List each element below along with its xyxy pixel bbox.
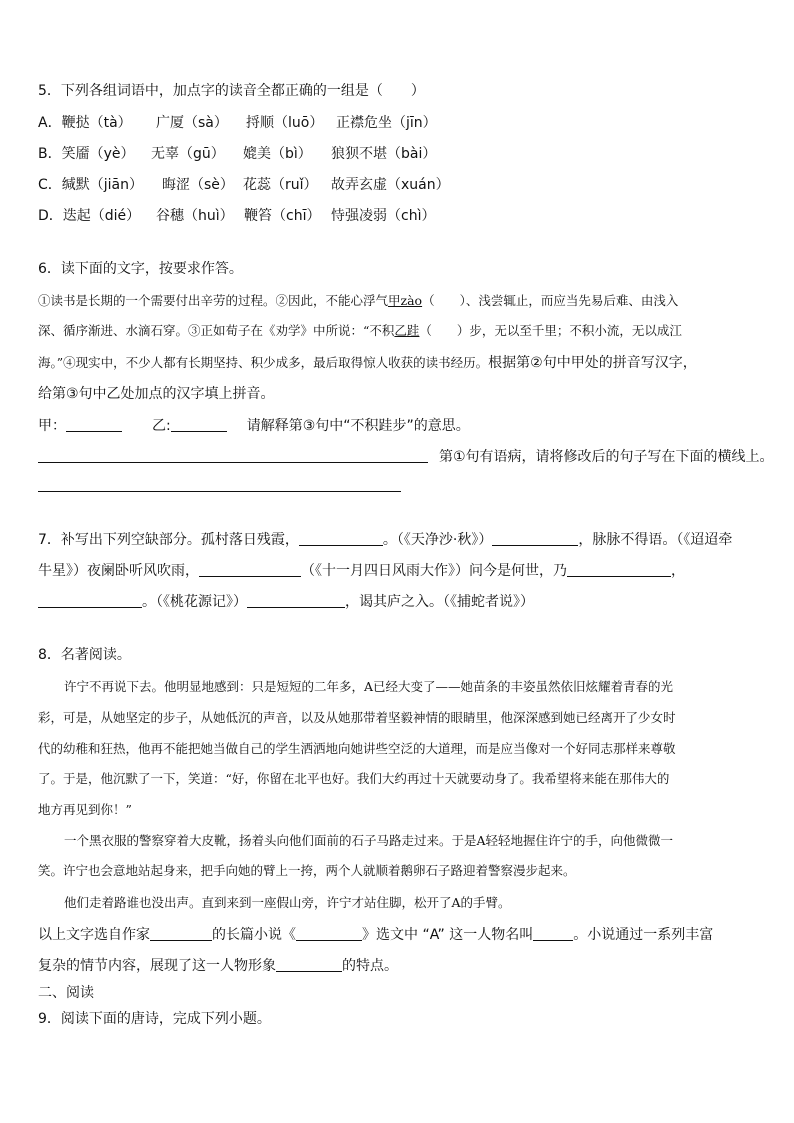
section-2-heading: 二、阅读 [38,985,94,1001]
q7-l3a: 。（《桃花源记》） [142,594,247,610]
q6-p1b: （ ）、浅尝辄止，而应当先易后难、由浅入 [422,293,679,308]
q6-yi-label: 乙: [152,418,171,434]
q8-q2a: 复杂的情节内容，展现了这一人物形象 [38,958,276,974]
q6-jia-label: 甲： [38,418,66,434]
q5-c-word2: 晦涩（sè） [162,177,234,193]
q8-para1-line-4: 了。于是，他沉默了一下，笑道：“好，你留在北平也好。我们大约再过十天就要动身了。我希望将来能在那伟大的 [38,771,670,786]
q5-option-a [38,114,437,132]
q7-l3b: ，谒其庐之入。（《捕蛇者说》） [345,594,534,610]
q5-option-c [38,176,450,194]
q6-explain-prompt: 请解释第③句中“不积跬步”的意思。 [246,418,470,434]
q7-line-3 [38,593,534,611]
q5-stem: 5．下列各组词语中，加点字的读音全都正确的一组是（ ） [38,83,425,99]
q7-blank-4[interactable] [567,562,671,577]
q5-a-word2: 广厦（sà） [156,115,228,131]
q8-para2-line-2: 笑。许宁也会意地站起身来，把手向她的臂上一挎，两个人就顺着鹅卵石子路迎着警察漫步起来。 [38,863,576,878]
q7-blank-3[interactable] [199,562,301,577]
q6-p3a: 海。”④现实中，不少人都有长期坚持、积少成多，最后取得惊人收获的读书经历。 [38,355,489,370]
q8-trait-blank[interactable] [276,957,342,972]
q6-p2b: （ ）步，无以至千里；不积小流，无以成江 [419,323,682,338]
q8-q1d: 。小说通过一系列丰富 [573,927,714,943]
q8-q1c: 》选文中 “A” 这一人物名叫 [362,927,534,943]
q5-c-word3: 花蕊（ruǐ） [243,177,318,193]
q8-para1-line-1: 许宁不再说下去。他明显地感到：只是短短的二年多，A已经大变了——她苗条的丰姿虽然依旧炫耀着青春的光 [64,679,674,694]
q7-blank-2[interactable] [492,531,578,546]
q6-fix-answer-line[interactable] [38,491,401,492]
q6-p2a: 深、循序渐进、水滴石穿。③正如荀子在《劝学》中所说：“不积 [38,323,395,338]
q9-stem: 9．阅读下面的唐诗，完成下列小题。 [38,1011,271,1027]
q5-d-word2: 谷穗（huì） [156,208,234,224]
q8-para1-line-5: 地方再见到你！” [38,802,132,817]
q8-stem: 8．名著阅读。 [38,647,131,663]
q7-l2c: ， [671,563,685,579]
q5-a-word4: 正襟危坐（jīn） [336,115,437,131]
q7-blank-5[interactable] [38,593,142,608]
q8-para1-line-2: 彩，可是，从她坚定的步子，从她低沉的声音，以及从她那带着坚毅神情的眼睛里，他深深感到她已经离开了少女时 [38,710,676,725]
q6-pinyin-jia: 甲zào [388,293,423,308]
q5-d-word3: 鞭笞（chī） [244,208,321,224]
q6-stem: 6．读下面的文字，按要求作答。 [38,261,243,277]
q7-line-2 [38,562,685,580]
q6-fix-prompt: 第①句有语病，请将修改后的句子写在下面的横线上。 [439,449,774,465]
q5-d-word1: D．迭起（dié） [38,208,141,224]
q5-b-word3: 媲美（bì） [243,146,312,162]
q6-passage-line-3 [38,354,697,372]
q5-a-word1: A．鞭挞（tà） [38,115,132,131]
q5-b-word4: 狼狈不堪（bài） [331,146,437,162]
q6-dotted-yi: 乙跬 [394,323,420,338]
q5-option-d [38,207,435,225]
q6-jia-blank[interactable] [66,417,122,432]
q7-line-1 [38,531,732,549]
q8-para3: 他们走着路谁也没出声。直到来到一座假山旁，许宁才站住脚，松开了A的手臂。 [64,895,511,910]
q7-l2a: 牛星》）夜阑卧听风吹雨， [38,563,199,579]
q8-q1a: 以上文字选自作家 [38,927,150,943]
q8-novel-blank[interactable] [296,926,362,941]
q8-para2-line-1: 一个黑衣服的警察穿着大皮靴，扬着头向他们面前的石子马路走过来。于是A轻轻地握住许宁的手，向他微微一 [64,833,674,848]
q5-b-word2: 无辜（gū） [151,146,225,162]
q8-question-line-1 [38,926,713,944]
q7-l2b: （《十一月四日风雨大作》）问今是何世，乃 [301,563,567,579]
q5-c-word4: 故弄玄虚（xuán） [331,177,450,193]
q6-p1a: ①读书是长期的一个需要付出辛劳的过程。②因此，不能心浮气 [38,293,389,308]
q6-yi-blank[interactable] [171,417,227,432]
q6-p3b: 根据第②句中甲处的拼音写汉字， [488,355,697,371]
q8-para1-line-3: 代的幼稚和狂热，他再不能把她当做自己的学生洒洒地向她讲些空泛的大道理，而是应当像对一个好同志那样来尊敬 [38,741,676,756]
q8-q1b: 的长篇小说《 [212,927,296,943]
q6-explain-answer-line[interactable] [38,462,428,463]
q5-b-word1: B．笑靥（yè） [38,146,135,162]
q5-a-word3: 捋顺（luō） [246,115,324,131]
q6-passage-line-2 [38,322,682,340]
q6-passage-line-1 [38,292,678,310]
q5-option-b [38,145,436,163]
q7-l1b: 。（《天净沙·秋》） [382,532,493,548]
q8-author-blank[interactable] [150,926,212,941]
q6-answer-row [38,417,470,435]
q8-character-blank[interactable] [533,926,573,941]
q8-q2b: 的特点。 [342,958,398,974]
q6-instruction: 给第③句中乙处加点的汉字填上拼音。 [38,386,275,402]
q7-l1a: 7．补写出下列空缺部分。孤村落日残霞， [38,532,299,548]
q5-c-word1: C．缄默（jiān） [38,177,144,193]
q7-blank-1[interactable] [299,531,383,546]
q7-l1c: ，脉脉不得语。（《迢迢牵 [578,532,733,548]
q7-blank-6[interactable] [247,593,345,608]
q5-d-word4: 恃强凌弱（chì） [331,208,436,224]
q8-question-line-2 [38,957,398,975]
